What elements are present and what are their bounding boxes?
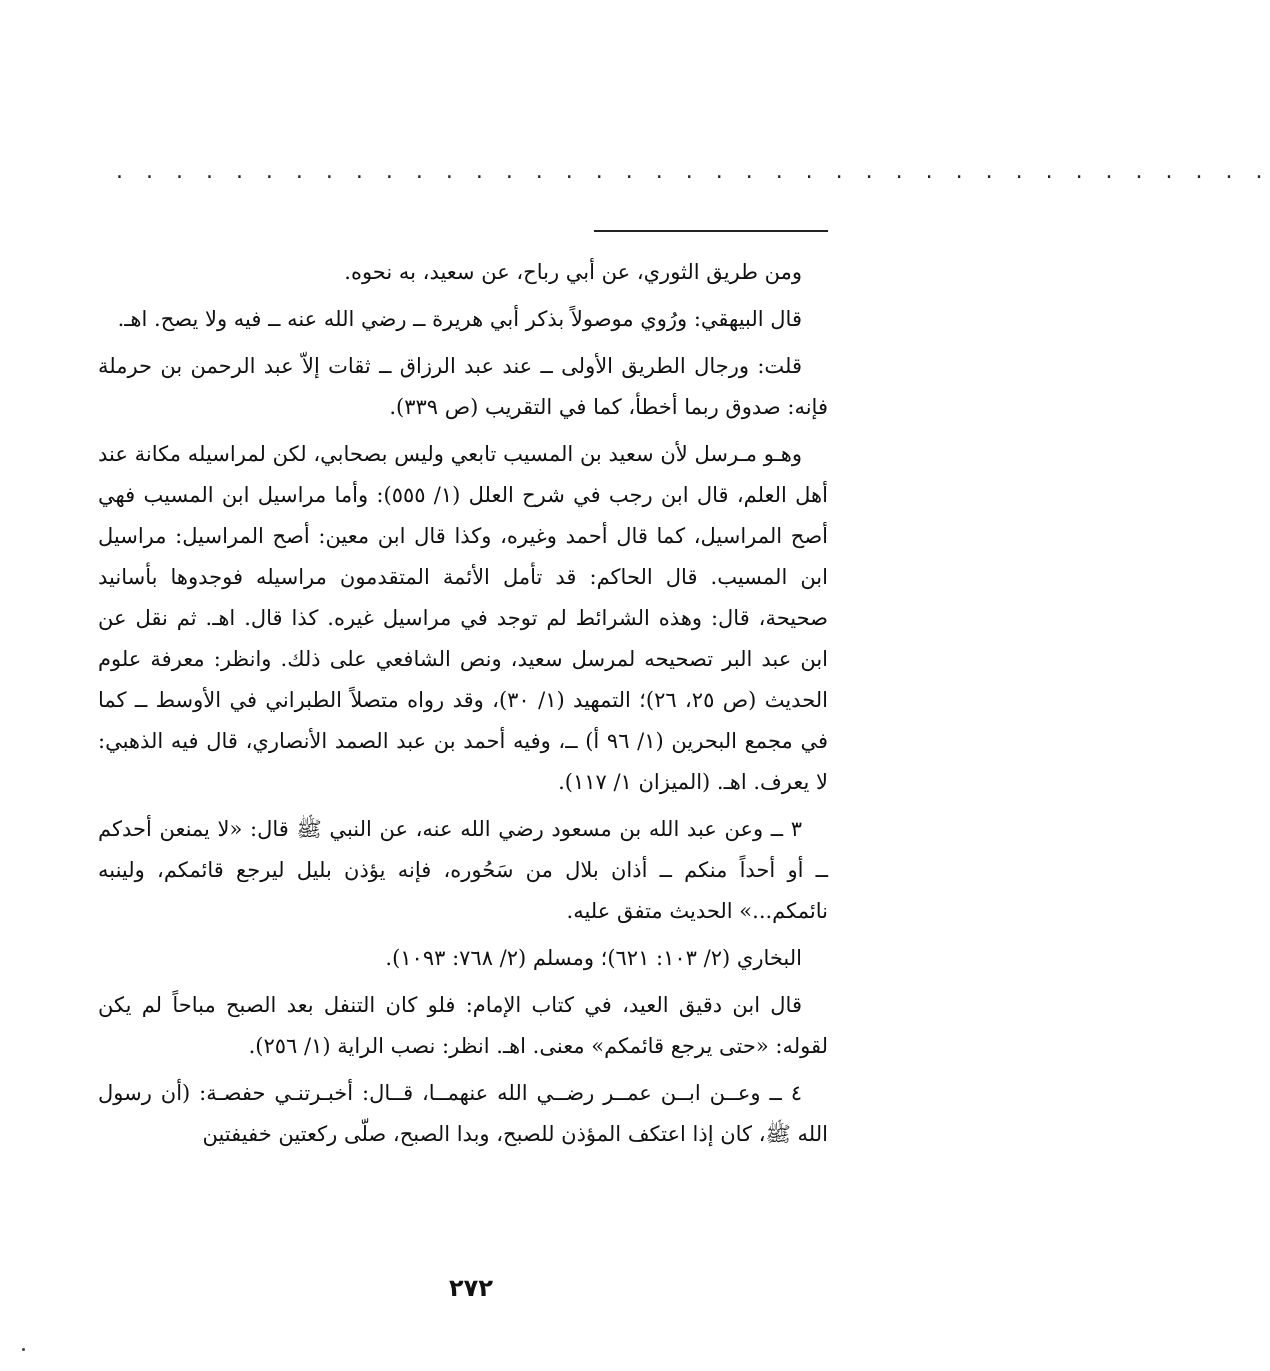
page-number: ٢٧٢: [449, 1274, 493, 1302]
dotted-separator: . . . . . . . . . . . . . . . . . . . . . . . . . . . . . . . . . . . . . . .: [116, 159, 1270, 184]
paragraph-bayhaqi: قال البيهقي: ورُوي موصولاً بذكر أبي هريرة ــ رضي الله عنه ــ فيه ولا يصح. اهـ.: [117, 307, 802, 331]
paragraph-bukhari-muslim: البخاري (٢/ ١٠٣: ٦٢١)؛ ومسلم (٢/ ٧٦٨: ١٠٩٣).: [385, 946, 802, 970]
footnote-text: [98, 252, 828, 1161]
paragraph-hadith-3: ٣ ــ وعن عبد الله بن مسعود رضي الله عنه، عن النبي ﷺ قال: «لا يمنعن أحدكم ــ أو أحداً منكم ــ أذان بلال من سَحُوره، فإنه يؤذن بليل ليرجع قائمكم، ولينبه نائمكم...» الحديث متفق عليه.: [98, 817, 828, 923]
paragraph-mursal: وهـو مـرسل لأن سعيد بن المسيب تابعي وليس بصحابي، لكن لمراسيله مكانة عند أهل العلم، قال ابن رجب في شرح العلل (١/ ٥٥٥): وأما مراسيل ابن المسيب فهي أصح المراسيل، كما قال أحمد وغيره، وكذا قال ابن معين: أصح المراسيل: مراسيل ابن المسيب. قال الحاكم: قد تأمل الأئمة المتقدمون مراسيله فوجدوها بأسانيد صحيحة، قال: وهذه الشرائط لم توجد في مراسيل غيره. كذا قال. اهـ. ثم نقل عن ابن عبد البر تصحيحه لمرسل سعيد، ونص الشافعي على ذلك. وانظر: معرفة علوم الحديث (ص ٢٥، ٢٦)؛ التمهيد (١/ ٣٠)، وقد رواه متصلاً الطبراني في الأوسط ــ كما في مجمع البحرين (١/ ٩٦ أ) ــ، وفيه أحمد بن عبد الصمد الأنصاري، قال فيه الذهبي: لا يعرف. اهـ. (الميزان ١/ ١١٧).: [98, 442, 828, 794]
footnote-rule: [594, 230, 828, 232]
paragraph-qultu: قلت: ورجال الطريق الأولى ــ عند عبد الرزاق ــ ثقات إلاّ عبد الرحمن بن حرملة فإنه: صدوق ربما أخطأ، كما في التقريب (ص ٣٣٩).: [98, 354, 828, 419]
paragraph-hadith-4: ٤ ــ وعــن ابــن عمــر رضــي الله عنهمــا، قــال: أخبـرتنـي حفصـة: (أن رسول الله ﷺ، كان إذا اعتكف المؤذن للصبح، وبدا الصبح، صلّى ركعتين خفيفتين: [98, 1081, 828, 1146]
paragraph-thawri-route: ومن طريق الثوري، عن أبي رباح، عن سعيد، به نحوه.: [344, 260, 802, 284]
paragraph-ibn-daqiq: قال ابن دقيق العيد، في كتاب الإمام: فلو كان التنفل بعد الصبح مباحاً لم يكن لقوله: «حتى يرجع قائمكم» معنى. اهـ. انظر: نصب الراية (١/ ٢٥٦).: [98, 993, 828, 1058]
scan-speck: [22, 1348, 25, 1351]
